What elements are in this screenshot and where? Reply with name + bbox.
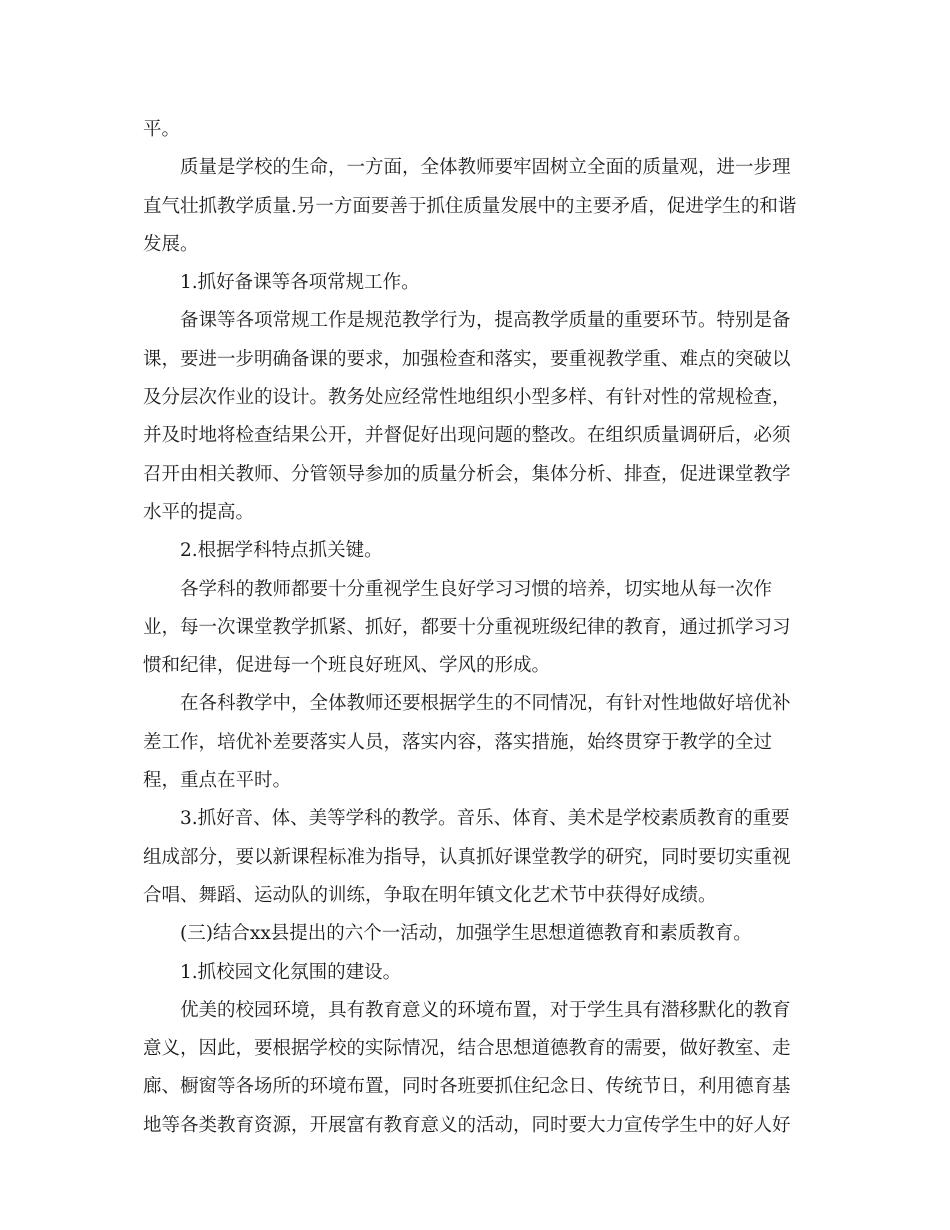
text-line: 合唱、舞蹈、运动队的训练，争取在明年镇文化艺术节中获得好成绩。 [143,884,717,906]
section-heading-line: 1.抓好备课等各项常规工作。 [180,272,420,294]
text-line: 及分层次作业的设计。教务处应经常性地组织小型多样、有针对性的常规检查， [143,387,791,409]
text-line: 各学科的教师都要十分重视学生良好学习习惯的培养，切实地从每一次作 [180,578,773,600]
text-line: 优美的校园环境，具有教育意义的环境布置，对于学生具有潜移默化的教育 [180,999,791,1021]
text-line: 发展。 [143,233,199,255]
text-line: 廊、橱窗等各场所的环境布置，同时各班要抓住纪念日、传统节日，利用德育基 [143,1076,791,1098]
text-line: 召开由相关教师、分管领导参加的质量分析会，集体分析、排查，促进课堂教学 [143,463,791,485]
text-line: 地等各类教育资源，开展富有教育意义的活动，同时要大力宣传学生中的好人好 [143,1114,791,1136]
section-heading-line: 3.抓好音、体、美等学科的教学。音乐、体育、美术是学校素质教育的重要 [180,808,790,830]
section-heading-line: 1.抓校园文化氛围的建设。 [180,961,402,983]
text-line: 惯和纪律，促进每一个班良好班风、学风的形成。 [143,655,551,677]
text-line: 业，每一次课堂教学抓紧、抓好，都要十分重视班级纪律的教育，通过抓学习习 [143,616,791,638]
text-line: 质量是学校的生命，一方面，全体教师要牢固树立全面的质量观，进一步理 [180,157,791,179]
section-heading-line: 2.根据学科特点抓关键。 [180,540,383,562]
text-line: 并及时地将检查结果公开，并督促好出现问题的整改。在组织质量调研后，必须 [143,425,791,447]
text-line: 程，重点在平时。 [143,770,292,792]
document-body [143,114,811,1148]
text-line: 在各科教学中，全体教师还要根据学生的不同情况，有针对性地做好培优补 [180,693,791,715]
text-line: 组成部分，要以新课程标准为指导，认真抓好课堂教学的研究，同时要切实重视 [143,846,791,868]
section-heading-line: (三)结合xx县提出的六个一活动，加强学生思想道德教育和素质教育。 [180,923,752,945]
text-line: 备课等各项常规工作是规范教学行为，提高教学质量的重要环节。特别是备 [180,310,791,332]
text-line: 水平的提高。 [143,501,255,523]
text-line: 意义，因此，要根据学校的实际情况，结合思想道德教育的需要，做好教室、走 [143,1038,791,1060]
text-line: 课，要进一步明确备课的要求，加强检查和落实，要重视教学重、难点的突破以 [143,348,791,370]
text-line: 差工作，培优补差要落实人员，落实内容，落实措施，始终贯穿于教学的全过 [143,731,773,753]
text-line: 直气壮抓教学质量.另一方面要善于抓住质量发展中的主要矛盾，促进学生的和谐 [143,195,797,217]
text-line: 平。 [143,119,181,140]
